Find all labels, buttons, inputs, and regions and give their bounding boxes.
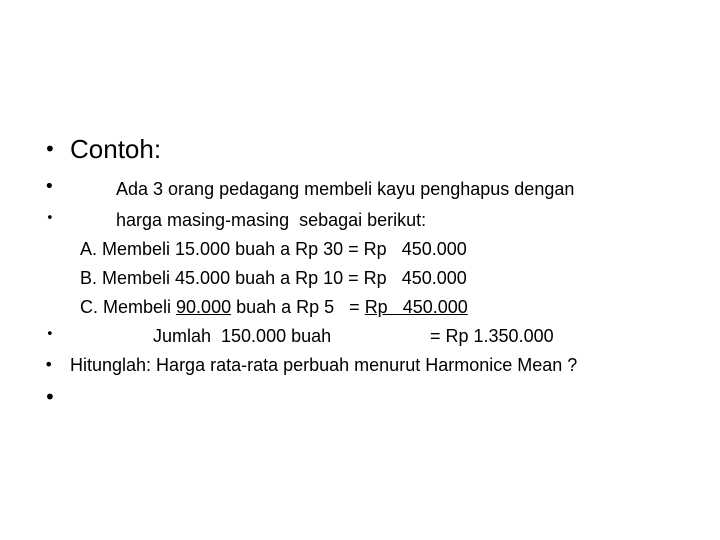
- total-label: Jumlah 150.000 buah: [153, 326, 332, 346]
- bullet-heading: •: [44, 137, 56, 161]
- bullet-empty: •: [44, 385, 56, 409]
- bullet-total: •: [46, 327, 54, 342]
- slide-heading: Contoh:: [70, 134, 162, 164]
- total-value: = Rp 1.350.000: [430, 326, 554, 346]
- question-text: Hitunglah: Harga rata-rata perbuah menurut Harmonice Mean ?: [70, 355, 578, 375]
- item-c-quantity: 90.000: [176, 297, 232, 317]
- bullet-intro-1: •: [44, 176, 55, 197]
- bullet-intro-2: •: [46, 211, 54, 226]
- item-c-prefix: C. Membeli: [80, 297, 177, 317]
- item-a: A. Membeli 15.000 buah a Rp 30 = Rp 450.000: [80, 239, 467, 259]
- bullet-question: •: [44, 355, 54, 374]
- intro-line-1: Ada 3 orang pedagang membeli kayu penghapus dengan: [116, 179, 575, 199]
- item-c-middle: buah a Rp 5 =: [231, 297, 365, 317]
- item-c-amount: Rp 450.000: [364, 297, 468, 317]
- item-b: B. Membeli 45.000 buah a Rp 10 = Rp 450.000: [80, 268, 467, 288]
- item-c: [80, 298, 468, 316]
- intro-line-2: harga masing-masing sebagai berikut:: [116, 210, 427, 230]
